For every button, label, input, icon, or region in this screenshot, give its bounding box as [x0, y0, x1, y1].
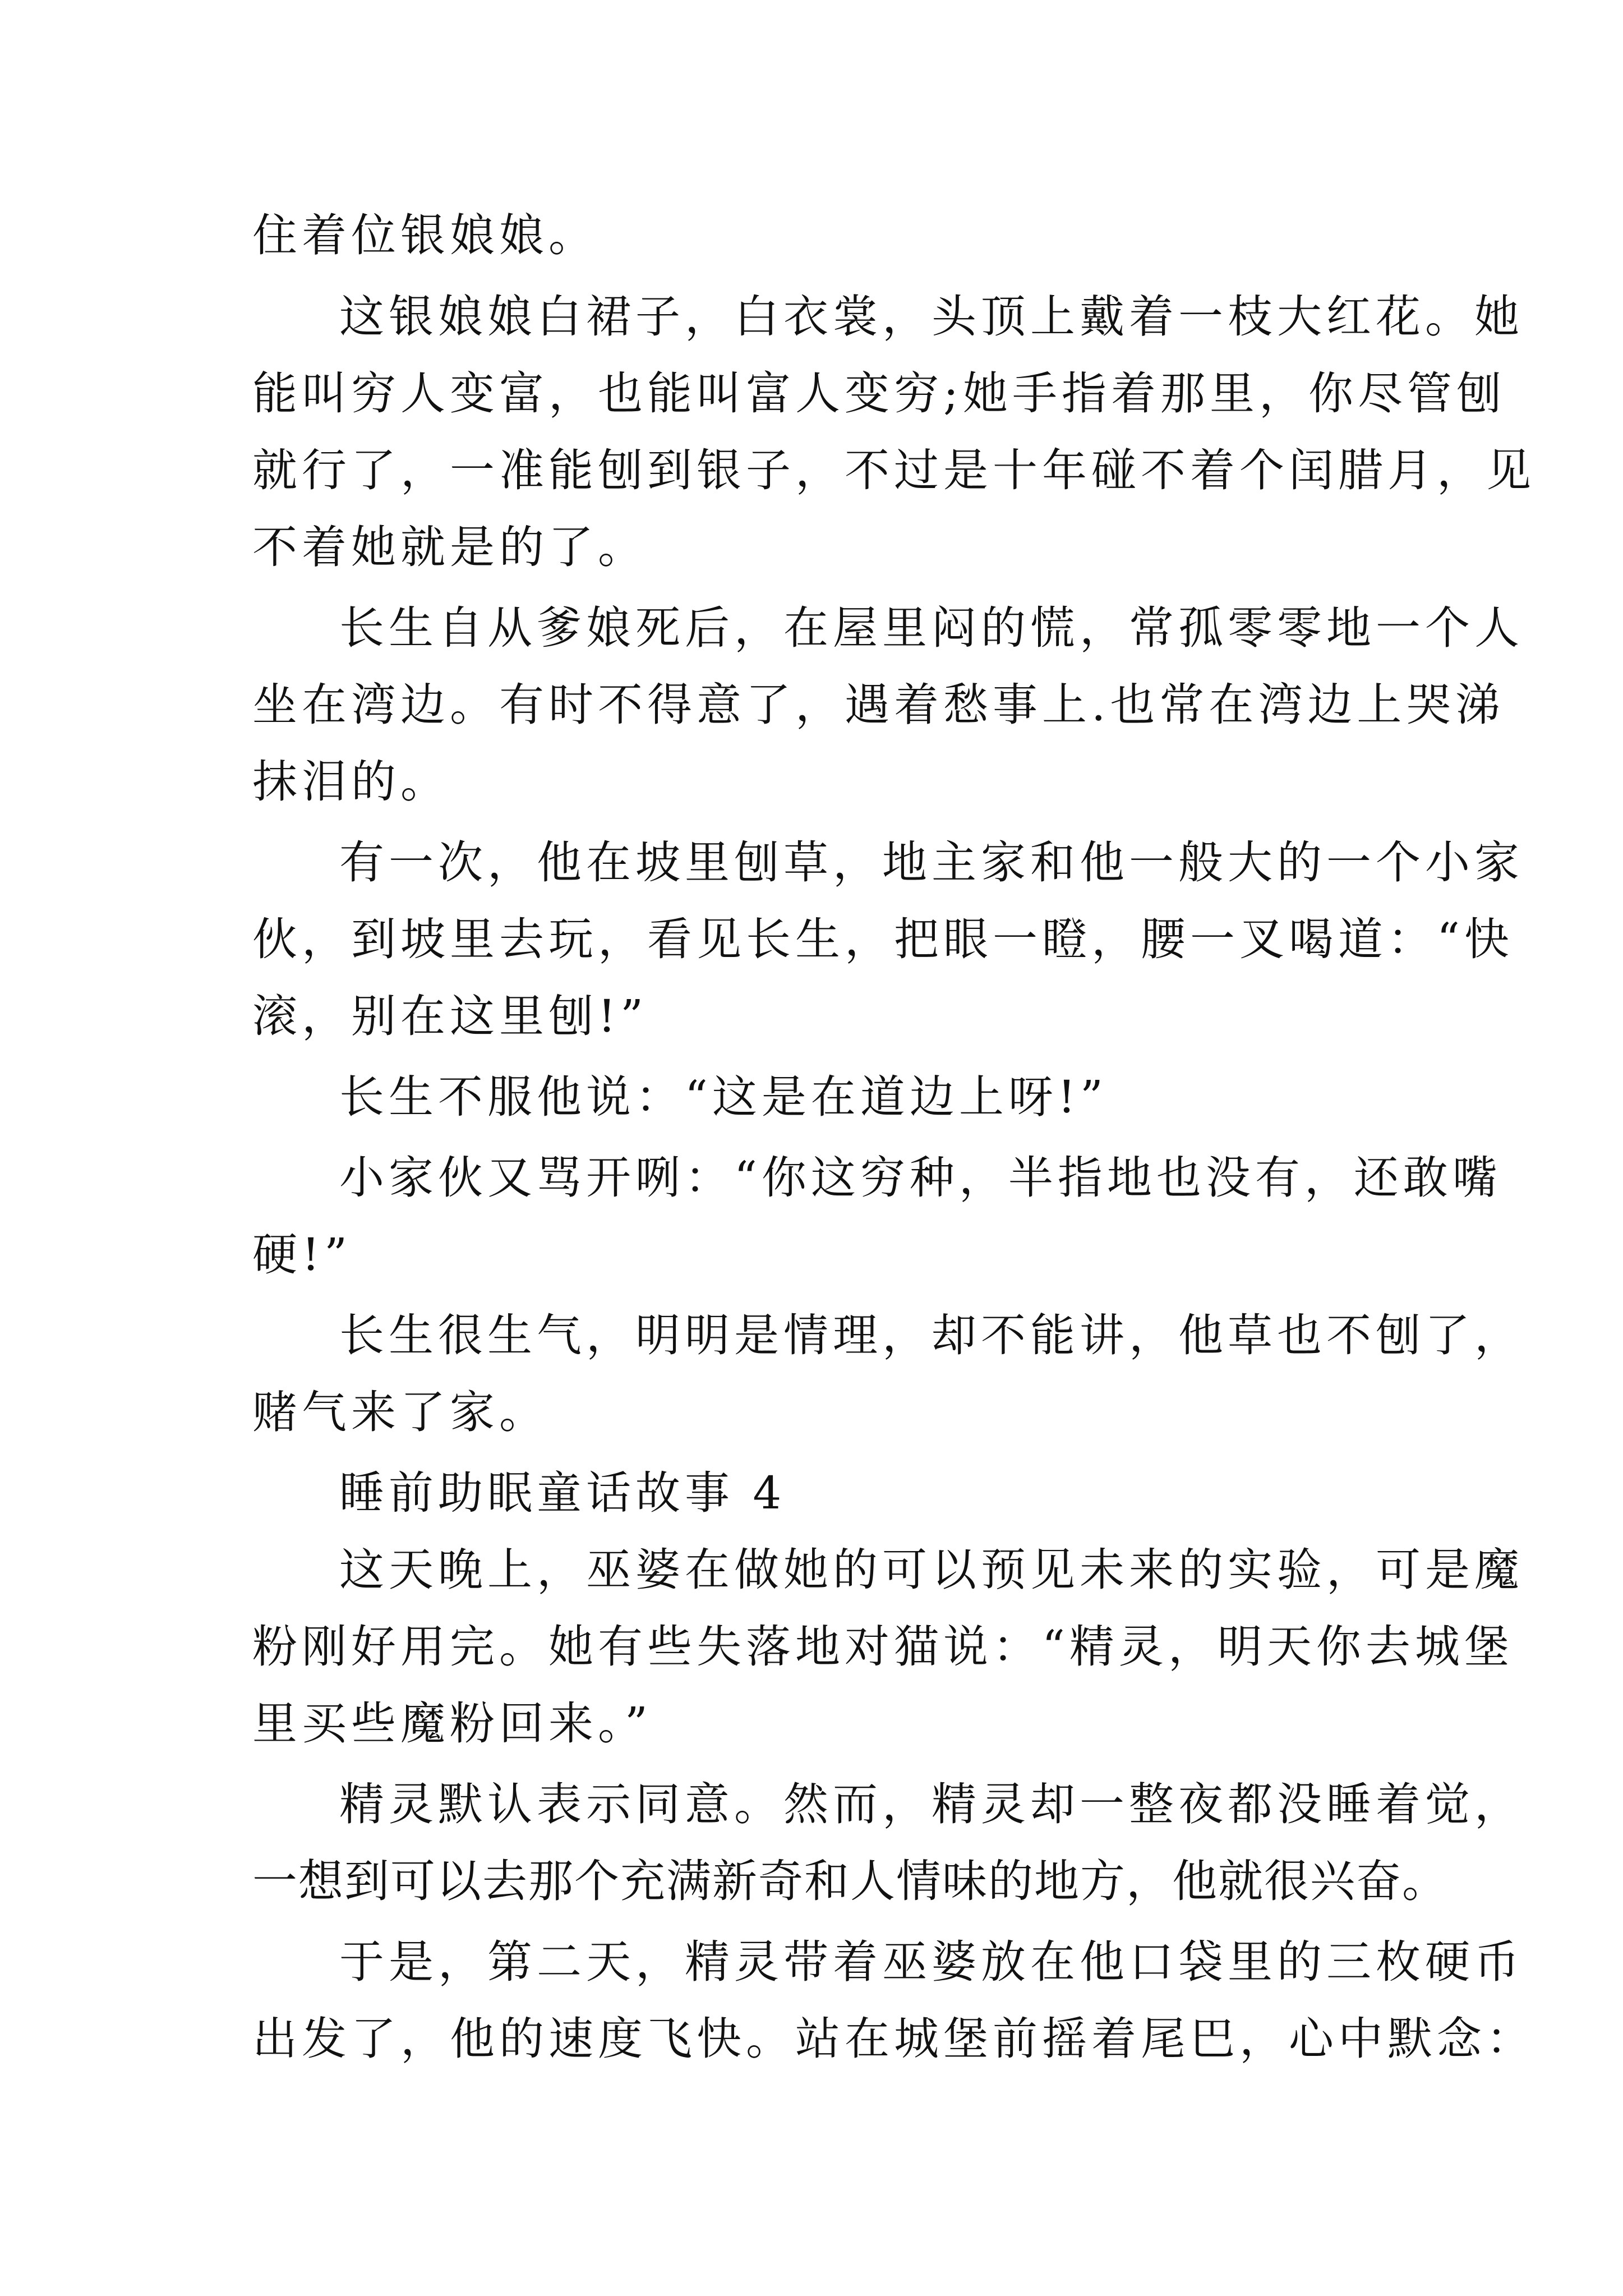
paragraph-first-line: 小家伙又骂开咧：“你这穷种，半指地也没有，还敢嘴	[339, 1152, 1502, 1204]
paragraph-first-line: 有一次，他在坡里刨草，地主家和他一般大的一个小家	[339, 836, 1524, 889]
text-line: 坐在湾边。有时不得意了，遇着愁事上.也常在湾边上哭涕	[252, 679, 1505, 731]
paragraph-first-line: 这银娘娘白裙子，白衣裳，头顶上戴着一枝大红花。她	[339, 291, 1524, 343]
text-line: 硬!”	[252, 1228, 352, 1281]
text-line: 滚，别在这里刨!”	[252, 990, 648, 1042]
text-line: 伙，到坡里去玩，看见长生，把眼一瞪，腰一叉喝道：“快	[252, 913, 1514, 965]
paragraph-first-line: 长生不服他说：“这是在道边上呀!”	[339, 1071, 1108, 1123]
text-line: 出发了，他的速度飞快。站在城堡前摇着尾巴，心中默念：	[252, 2013, 1536, 2065]
text-line: 里买些魔粉回来。”	[252, 1697, 652, 1750]
text-line: 就行了，一准能刨到银子，不过是十年碰不着个闰腊月，见	[252, 444, 1536, 496]
text-line: 抹泪的。	[252, 756, 450, 808]
paragraph-first-line: 长生很生气，明明是情理，却不能讲，他草也不刨了，	[339, 1309, 1524, 1361]
paragraph-first-line: 于是，第二天，精灵带着巫婆放在他口袋里的三枚硬币	[339, 1936, 1524, 1988]
text-line: 粉刚好用完。她有些失落地对猫说：“精灵，明天你去城堡	[252, 1621, 1514, 1673]
text-line: 一想到可以去那个充满新奇和人情味的地方，他就很兴奋。	[252, 1855, 1448, 1907]
section-heading: 睡前助眠童话故事 4	[339, 1467, 786, 1519]
text-line: 赌气来了家。	[252, 1386, 548, 1438]
text-line: 能叫穷人变富，也能叫富人变穷;她手指着那里，你尽管刨	[252, 367, 1506, 420]
text-line: 不着她就是的了。	[252, 521, 647, 573]
paragraph-first-line: 精灵默认表示同意。然而，精灵却一整夜都没睡着觉，	[339, 1778, 1524, 1830]
text-line: 住着位银娘娘。	[252, 209, 598, 261]
paragraph-first-line: 长生自从爹娘死后，在屋里闷的慌，常孤零零地一个人	[339, 602, 1524, 654]
paragraph-first-line: 这天晚上，巫婆在做她的可以预见未来的实验，可是魔	[339, 1544, 1524, 1596]
